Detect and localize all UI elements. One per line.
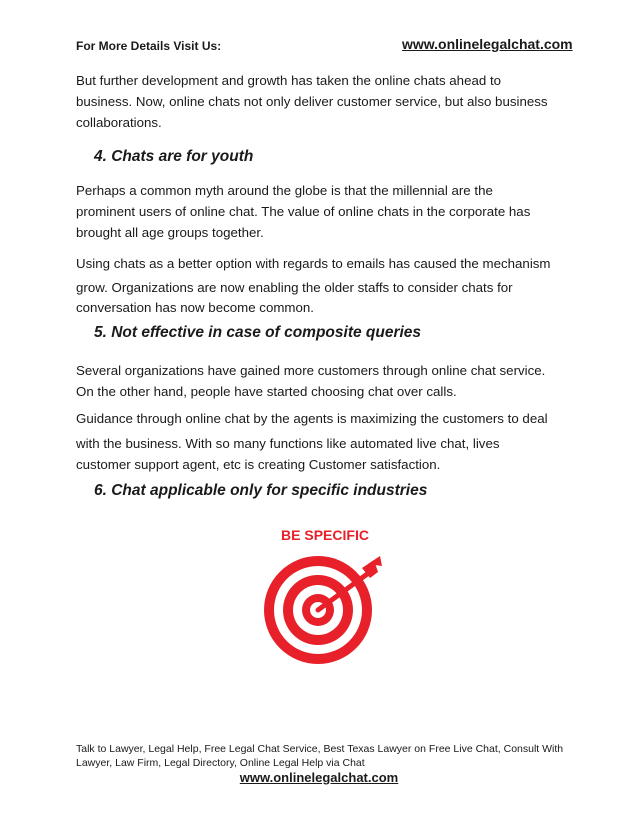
text-line: Guidance through online chat by the agents is maximizing the customers to deal [76, 411, 548, 426]
section-heading-5: 5. Not effective in case of composite queries [94, 324, 422, 341]
text-line: brought all age groups together. [76, 225, 264, 240]
text-line: with the business. With so many functions like automated live chat, lives [76, 436, 500, 451]
text-line: Using chats as a better option with regards to emails has caused the mechanism [76, 256, 551, 271]
be-specific-target-image [250, 520, 400, 670]
section5-paragraph-1 [76, 360, 566, 402]
text-line: grow. Organizations are now enabling the older staffs to consider chats for [76, 280, 513, 295]
section4-paragraph-2 [76, 252, 566, 320]
section-heading-6: 6. Chat applicable only for specific industries [94, 482, 428, 499]
text-line: collaborations. [76, 115, 162, 130]
text-line: But further development and growth has taken the online chats ahead to [76, 73, 502, 88]
section4-paragraph-1 [76, 180, 566, 243]
section-heading-4: 4. Chats are for youth [94, 148, 254, 165]
text-line: business. Now, online chats not only deliver customer service, but also business [76, 94, 548, 109]
intro-paragraph [76, 70, 566, 133]
target-icon [250, 520, 400, 670]
header-label: For More Details Visit Us: [76, 39, 222, 53]
footer-line: Talk to Lawyer, Legal Help, Free Legal Chat Service, Best Texas Lawyer on Free Live Chat, Consult With [76, 743, 564, 755]
image-caption: BE SPECIFIC [281, 527, 369, 543]
text-line: Perhaps a common myth around the globe is that the millennial are the [76, 183, 493, 198]
text-line: conversation has now become common. [76, 300, 314, 315]
text-line: prominent users of online chat. The value of online chats in the corporate has [76, 204, 531, 219]
text-line: Several organizations have gained more customers through online chat service. [76, 363, 546, 378]
text-line: On the other hand, people have started choosing chat over calls. [76, 384, 457, 399]
section5-paragraph-2 [76, 408, 566, 475]
footer-line: Lawyer, Law Firm, Legal Directory, Online Legal Help via Chat [76, 757, 365, 769]
footer-text [76, 742, 566, 770]
text-line: customer support agent, etc is creating Customer satisfaction. [76, 457, 441, 472]
footer-website-link[interactable]: www.onlinelegalchat.com [239, 770, 399, 785]
header-website-link[interactable]: www.onlinelegalchat.com [402, 36, 573, 52]
